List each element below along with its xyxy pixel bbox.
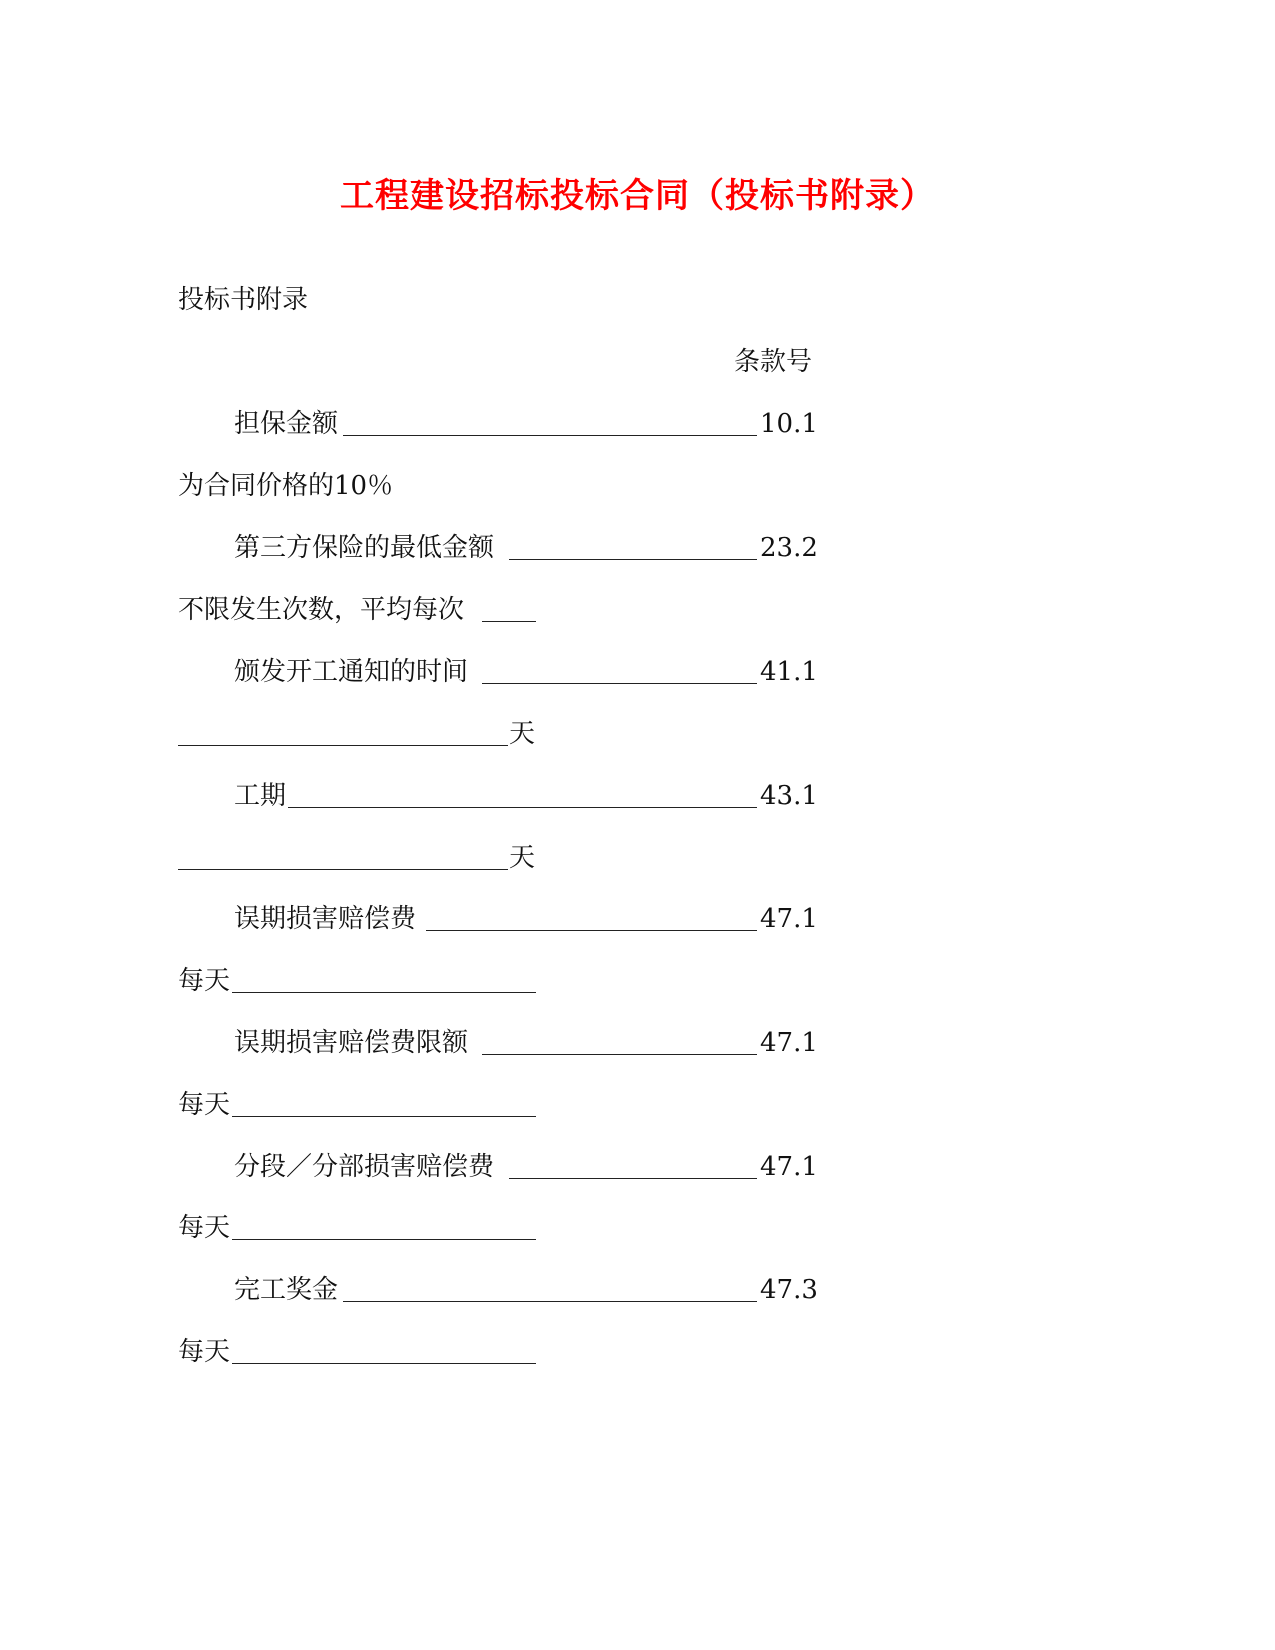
clause-ref: 10.1 [760, 409, 818, 439]
fill-in-blank [178, 745, 508, 746]
fill-in-blank [232, 992, 536, 993]
fill-in-blank [288, 807, 757, 808]
item-note: 为合同价格的10％ [178, 471, 394, 501]
item-note: 每天 [178, 1213, 231, 1243]
fill-in-blank [232, 1116, 536, 1117]
clause-ref: 47.1 [760, 904, 818, 934]
item-label-guarantee-amount: 担保金额 [234, 409, 339, 439]
fill-in-blank [232, 1239, 536, 1240]
clause-ref: 41.1 [760, 657, 818, 687]
clause-number-header: 条款号 [734, 347, 813, 377]
fill-in-blank [178, 869, 508, 870]
fill-in-blank [232, 1363, 536, 1364]
fill-in-blank [426, 930, 757, 931]
page-title: 工程建设招标投标合同（投标书附录） [340, 176, 935, 216]
clause-ref: 43.1 [760, 781, 818, 811]
item-label-completion-bonus: 完工奖金 [234, 1275, 339, 1305]
fill-in-blank [482, 683, 757, 684]
clause-ref: 47.3 [760, 1275, 818, 1305]
item-note: 每天 [178, 1337, 231, 1367]
fill-in-blank [509, 559, 757, 560]
item-label-section-damages: 分段／分部损害赔偿费 [234, 1152, 495, 1182]
item-note: 每天 [178, 966, 231, 996]
item-note: 每天 [178, 1090, 231, 1120]
item-label-commencement-notice: 颁发开工通知的时间 [234, 657, 469, 687]
item-label-delay-damages: 误期损害赔偿费 [234, 904, 417, 934]
fill-in-blank [343, 1301, 757, 1302]
unit-days: 天 [509, 719, 536, 749]
fill-in-blank [343, 435, 757, 436]
section-heading: 投标书附录 [178, 285, 309, 315]
clause-ref: 47.1 [760, 1152, 818, 1182]
fill-in-blank [482, 1054, 757, 1055]
clause-ref: 47.1 [760, 1028, 818, 1058]
fill-in-blank [482, 621, 536, 622]
item-label-duration: 工期 [234, 781, 287, 811]
item-label-third-party-insurance: 第三方保险的最低金额 [234, 533, 495, 563]
item-note: 不限发生次数，平均每次 [178, 595, 465, 625]
unit-days: 天 [509, 843, 536, 873]
item-label-delay-damages-limit: 误期损害赔偿费限额 [234, 1028, 469, 1058]
fill-in-blank [509, 1178, 757, 1179]
clause-ref: 23.2 [760, 533, 818, 563]
